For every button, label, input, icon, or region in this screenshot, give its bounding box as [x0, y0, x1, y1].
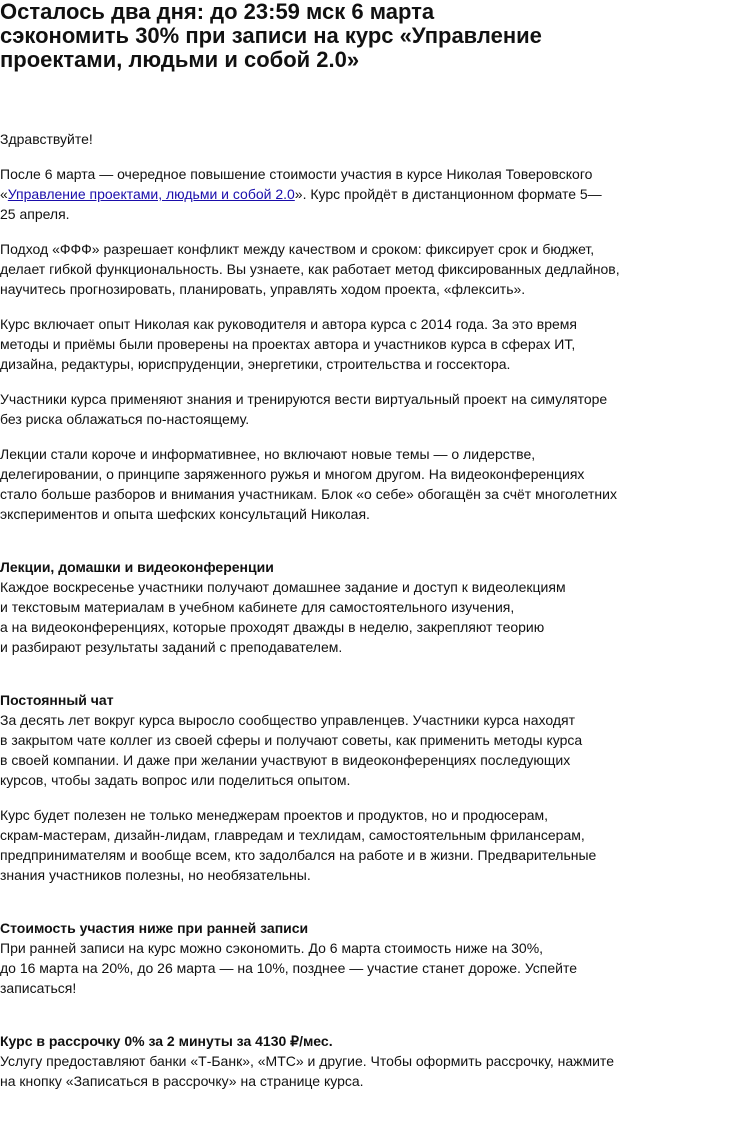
text-line: экспериментов и опыта шефских консультаций Николая. [0, 506, 370, 522]
text-line: научитесь прогнозировать, планировать, управлять ходом проекта, «флексить». [0, 281, 526, 297]
paragraph-chat [0, 710, 640, 790]
text-line: Участники курса применяют знания и тренируются вести виртуальный проект на симуляторе [0, 391, 608, 407]
text-line: предпринимателям и вообще всем, кто задолбался на работе и в жизни. Предварительные [0, 847, 597, 863]
text-line [0, 184, 640, 204]
text-line: Лекции стали короче и информативнее, но включают новые темы — о лидерстве, [0, 446, 536, 462]
title-line: Осталось два дня: до 23:59 мск 6 марта [0, 0, 435, 24]
section-heading-chat: Постоянный чат [0, 692, 114, 708]
text-line: а на видеоконференциях, которые проходят дважды в неделю, закрепляют теорию [0, 619, 545, 635]
text-line: стало больше разборов и внимания участникам. Блок «о себе» обогащён за счёт многолетних [0, 486, 617, 502]
text-line: на кнопку «Записаться в рассрочку» на странице курса. [0, 1073, 364, 1089]
intro-paragraph [0, 164, 640, 224]
text-line: дизайна, редактуры, юриспруденции, энергетики, строительства и госсектора. [0, 356, 511, 372]
text-line: Подход «ФФФ» разрешает конфликт между качеством и сроком: фиксирует срок и бюджет, [0, 241, 595, 257]
paragraph-experience [0, 314, 640, 374]
text-line: Курс будет полезен не только менеджерам проектов и продуктов, но и продюсерам, [0, 807, 549, 823]
text-line: делает гибкой функциональность. Вы узнаете, как работает метод фиксированных дедлайнов, [0, 261, 620, 277]
text-line: курсов, чтобы задать вопрос или поделиться опытом. [0, 772, 351, 788]
intro-line-tail: ». Курс пройдёт в дистанционном формате 5— [294, 186, 602, 202]
text-line: скрам-мастерам, дизайн-лидам, главредам и техлидам, самостоятельным фрилансерам, [0, 827, 585, 843]
paragraph-lectures [0, 444, 640, 524]
text-line: до 16 марта на 20%, до 26 марта — на 10%, позднее — участие станет дороже. Успейте [0, 960, 578, 976]
section-heading-installment: Курс в рассрочку 0% за 2 минуты за 4130 ₽/мес. [0, 1033, 333, 1049]
text-line: Услугу предоставляют банки «Т-Банк», «МТС» и другие. Чтобы оформить рассрочку, нажмите [0, 1053, 614, 1069]
paragraph-simulator [0, 389, 640, 429]
text-line: Курс включает опыт Николая как руководителя и автора курса с 2014 года. За это время [0, 316, 577, 332]
text-line: методы и приёмы были проверены на проектах автора и участников курса в сферах ИТ, [0, 336, 576, 352]
paragraph-homework [0, 577, 640, 657]
text-line: записаться! [0, 980, 77, 996]
text-line: в своей компании. И даже при желании участвуют в видеоконференциях последующих [0, 752, 571, 768]
text-line: и текстовым материалам в учебном кабинете для самостоятельного изучения, [0, 599, 515, 615]
title-line: сэкономить 30% при записи на курс «Управление [0, 23, 542, 48]
section-heading-early-price: Стоимость участия ниже при ранней записи [0, 920, 309, 936]
paragraph-early-price [0, 938, 640, 998]
text-line: в закрытом чате коллег из своей сферы и получают советы, как применить методы курса [0, 732, 583, 748]
title-line: проектами, людьми и собой 2.0» [0, 47, 360, 72]
paragraph-installment [0, 1051, 640, 1091]
quote-open: « [0, 186, 8, 202]
text-line: За десять лет вокруг курса выросло сообщество управленцев. Участники курса находят [0, 712, 575, 728]
section-heading-homework: Лекции, домашки и видеоконференции [0, 559, 274, 575]
text-line: без риска облажаться по-настоящему. [0, 411, 250, 427]
paragraph-audience [0, 805, 640, 885]
text-line: знания участников полезны, но необязательны. [0, 867, 311, 883]
paragraph-fff [0, 239, 640, 299]
text-line: Каждое воскресенье участники получают домашнее задание и доступ к видеолекциям [0, 579, 566, 595]
text-line: делегировании, о принципе заряженного ружья и многом другом. На видеоконференциях [0, 466, 585, 482]
text-line: При ранней записи на курс можно сэкономить. До 6 марта стоимость ниже на 30%, [0, 940, 544, 956]
text-line: 25 апреля. [0, 206, 70, 222]
course-link[interactable]: Управление проектами, людьми и собой 2.0 [7, 186, 295, 202]
text-line: и разбирают результаты заданий с преподавателем. [0, 639, 343, 655]
email-title [0, 0, 640, 72]
text-line: После 6 марта — очередное повышение стоимости участия в курсе Николая Товеровского [0, 166, 593, 182]
greeting: Здравствуйте! [0, 131, 93, 147]
